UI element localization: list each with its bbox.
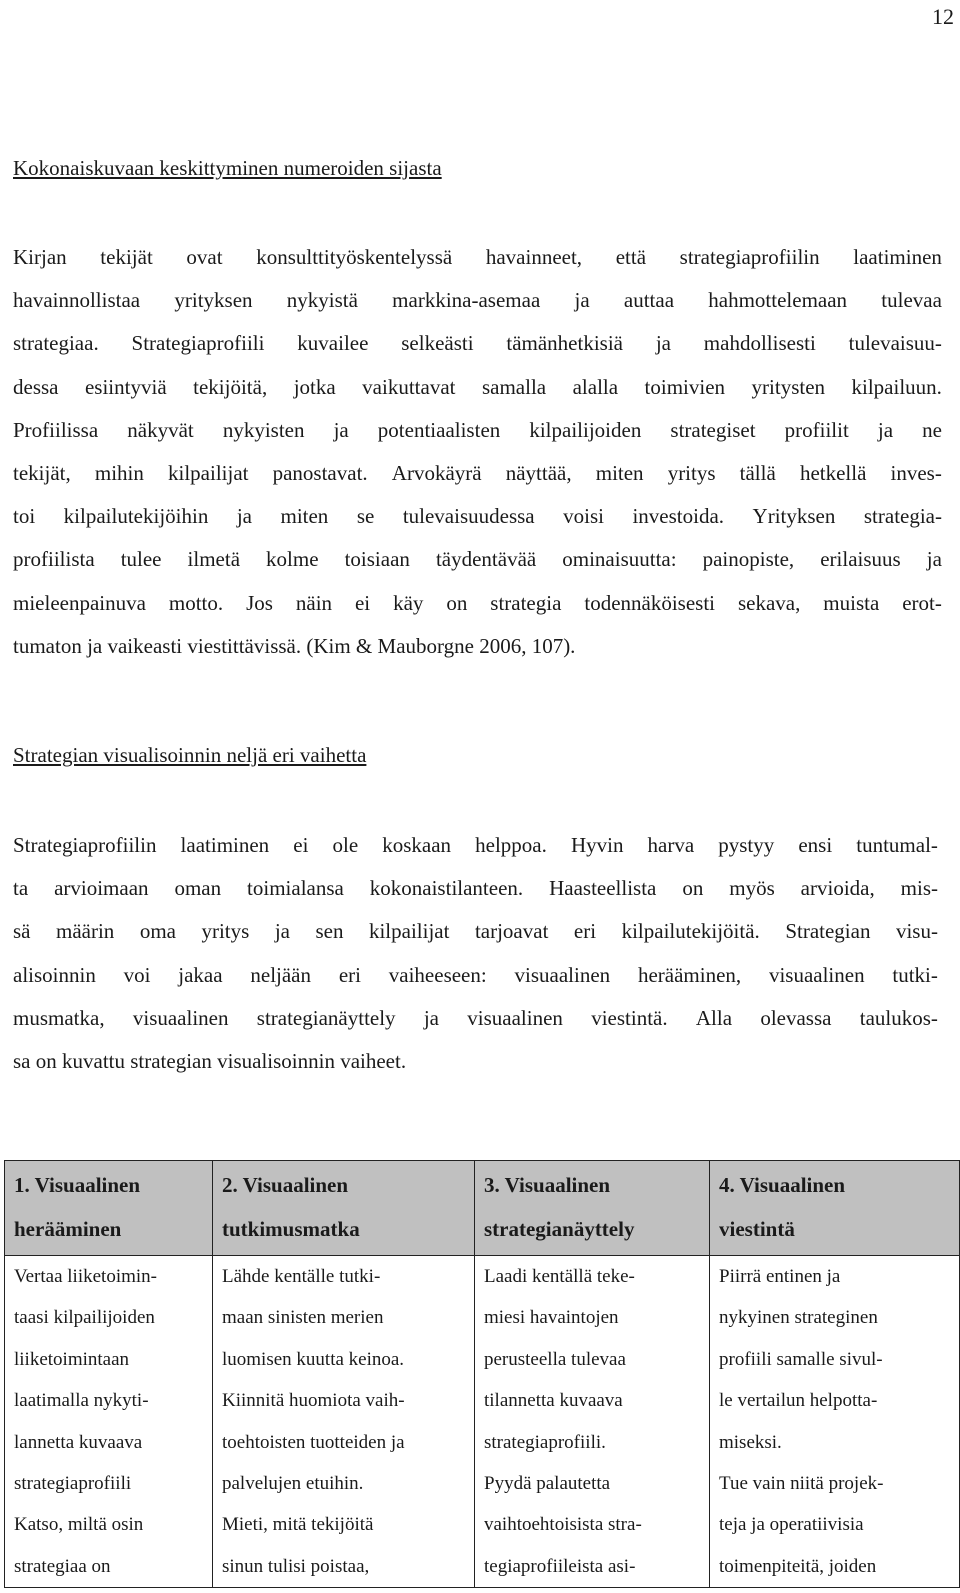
table-cell	[475, 1256, 710, 1588]
header-line: 4. Visuaalinen	[719, 1173, 846, 1197]
cell-line: Mieti, mitä tekijöitä	[222, 1514, 374, 1536]
cell-line: le vertailun helpotta-	[719, 1390, 878, 1412]
paragraph-line: havainnollistaa yrityksen nykyistä markkina-asemaa ja auttaa hahmottelemaan tulevaa	[13, 288, 942, 313]
header-line: tutkimusmatka	[222, 1217, 360, 1241]
header-line: strategianäyttely	[484, 1217, 635, 1241]
paragraph-line: sa on kuvattu strategian visualisoinnin vaiheet.	[13, 1048, 407, 1073]
cell-line: tilannetta kuvaava	[484, 1390, 623, 1412]
cell-line: toehtoisten tuotteiden ja	[222, 1431, 405, 1453]
cell-line: vaihtoehtoisista stra-	[484, 1514, 642, 1536]
header-line: 1. Visuaalinen	[14, 1173, 141, 1197]
cell-line: perusteella tulevaa	[484, 1348, 626, 1370]
header-line: viestintä	[719, 1217, 795, 1241]
cell-line: Kiinnitä huomiota vaih-	[222, 1390, 405, 1412]
cell-line: Tue vain niitä projek-	[719, 1472, 884, 1494]
paragraph-line: strategiaa. Strategiaprofiili kuvailee selkeästi tämänhetkisiä ja mahdollisesti tulevaisuu-	[13, 331, 942, 356]
header-line: 3. Visuaalinen	[484, 1173, 611, 1197]
paragraph-line: Strategiaprofiilin laatiminen ei ole koskaan helppoa. Hyvin harva pystyy ensi tuntumal-	[13, 833, 938, 857]
table-row	[5, 1256, 960, 1588]
table-header-cell	[710, 1161, 960, 1256]
cell-line: taasi kilpailijoiden	[14, 1307, 155, 1329]
cell-line: profiili samalle sivul-	[719, 1348, 883, 1370]
table-header-cell	[5, 1161, 213, 1256]
cell-line: strategiaprofiili	[14, 1472, 132, 1494]
table-cell	[5, 1256, 213, 1588]
section-heading-four-phases: Strategian visualisoinnin neljä eri vaihetta	[13, 743, 367, 767]
header-line: herääminen	[14, 1217, 122, 1241]
cell-line: laatimalla nykyti-	[14, 1390, 149, 1412]
cell-line: maan sinisten merien	[222, 1307, 384, 1329]
paragraph-line: ta arvioimaan oman toimialansa kokonaistilanteen. Haasteellista on myös arvioida, mis-	[13, 876, 938, 901]
paragraph-line: tumaton ja vaikeasti viestittävissä. (Kim & Mauborgne 2006, 107).	[13, 633, 576, 658]
cell-line: sinun tulisi poistaa,	[222, 1555, 370, 1577]
paragraph-line: toi kilpailutekijöihin ja miten se tulevaisuudessa voisi investoida. Yrityksen strategia-	[13, 504, 942, 529]
paragraph-line: mieleenpainuva motto. Jos näin ei käy on strategia todennäköisesti sekava, muista erot-	[13, 590, 942, 615]
paragraph-line: tekijät, mihin kilpailijat panostavat. Arvokäyrä näyttää, miten yritys tällä hetkellä inves-	[13, 460, 942, 485]
paragraph-line: Kirjan tekijät ovat konsulttityöskentelyssä havainneet, että strategiaprofiilin laatiminen	[13, 245, 942, 269]
section-heading-overview: Kokonaiskuvaan keskittyminen numeroiden sijasta	[13, 156, 442, 180]
cell-line: teja ja operatiivisia	[719, 1514, 864, 1536]
cell-line: Pyydä palautetta	[484, 1472, 611, 1494]
paragraph-line: Profiilissa näkyvät nykyisten ja potentiaalisten kilpailijoiden strategiset profiilit ja ne	[13, 417, 942, 442]
paragraph-line: musmatka, visuaalinen strategianäyttely ja visuaalinen viestintä. Alla olevassa taulukos-	[13, 1005, 938, 1030]
table-cell	[213, 1256, 475, 1588]
cell-line: tegiaprofiileista asi-	[484, 1555, 636, 1577]
table-cell	[710, 1256, 960, 1588]
paragraph-line: alisoinnin voi jakaa neljään eri vaiheeseen: visuaalinen herääminen, visuaalinen tutki-	[13, 962, 938, 987]
cell-line: Katso, miltä osin	[14, 1514, 144, 1536]
cell-line: miesi havaintojen	[484, 1307, 619, 1329]
cell-line: nykyinen strateginen	[719, 1307, 878, 1329]
cell-line: Piirrä entinen ja	[719, 1266, 841, 1287]
cell-line: strategiaprofiili.	[484, 1431, 606, 1453]
cell-line: luomisen kuutta keinoa.	[222, 1348, 405, 1370]
cell-line: Lähde kentälle tutki-	[222, 1266, 381, 1287]
page-number: 12	[932, 4, 954, 29]
paragraph-line: dessa esiintyviä tekijöitä, jotka vaikuttavat samalla alalla toimivien yritysten kilpailuun.	[13, 374, 942, 399]
cell-line: miseksi.	[719, 1431, 782, 1453]
table-header-row	[5, 1161, 960, 1256]
cell-line: lannetta kuvaava	[14, 1431, 143, 1453]
cell-line: palvelujen etuihin.	[222, 1472, 364, 1494]
paragraph-visualisation-phases	[13, 824, 938, 1083]
cell-line: strategiaa on	[14, 1555, 111, 1577]
cell-line: Laadi kentällä teke-	[484, 1266, 635, 1287]
table-header-cell	[213, 1161, 475, 1256]
paragraph-line: sä määrin oma yritys ja sen kilpailijat tarjoavat eri kilpailutekijöitä. Strategian visu-	[13, 919, 938, 944]
header-line: 2. Visuaalinen	[222, 1173, 349, 1197]
paragraph-line: profiilista tulee ilmetä kolme toisiaan täydentävää ominaisuutta: painopiste, erilaisuus ja	[13, 547, 942, 572]
cell-line: Vertaa liiketoimin-	[14, 1266, 157, 1287]
visualisation-phases-table	[4, 1160, 960, 1588]
table-header-cell	[475, 1161, 710, 1256]
cell-line: toimenpiteitä, joiden	[719, 1555, 877, 1577]
cell-line: liiketoimintaan	[14, 1348, 130, 1370]
paragraph-strategy-profile	[13, 236, 942, 668]
